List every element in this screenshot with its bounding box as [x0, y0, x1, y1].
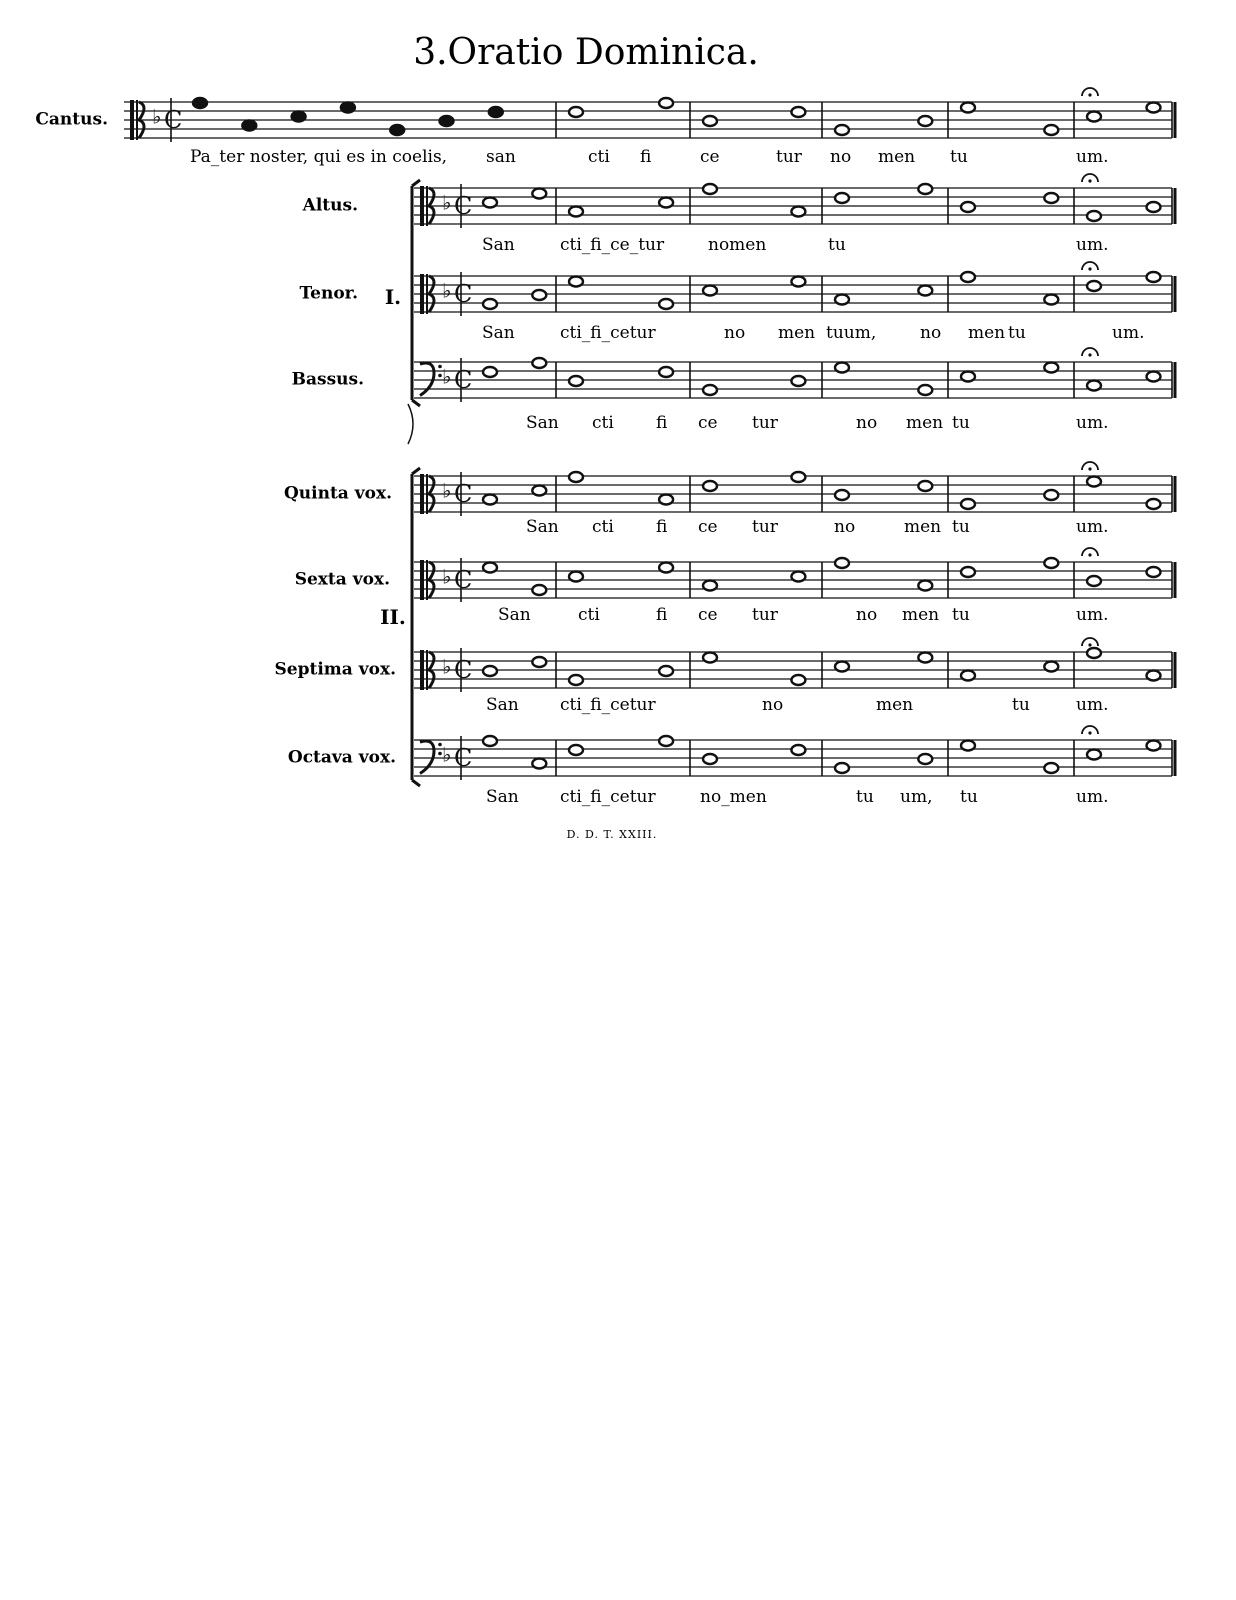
lyric-syllable: fi: [656, 605, 668, 625]
lyric-syllable: fi: [656, 413, 668, 433]
note-head: [703, 653, 717, 663]
note-head: [659, 666, 673, 676]
lyric-syllable: men: [778, 323, 816, 343]
lyric-syllable: ce: [698, 413, 718, 433]
lyric-syllable: Pa_ter noster, qui es in coelis,: [190, 147, 448, 167]
note-head: [1087, 381, 1101, 391]
note-head: [483, 563, 497, 573]
choir-2-bracket: [412, 468, 420, 786]
note-head: [532, 358, 546, 368]
fermata-dot: [1088, 353, 1091, 356]
note-head: [791, 745, 805, 755]
c-clef-icon: [420, 560, 424, 600]
note-head: [569, 572, 583, 582]
note-head: [659, 98, 673, 108]
note-head: [569, 207, 583, 217]
note-head: [918, 385, 932, 395]
flat-key-signature-icon: ♭: [442, 278, 452, 303]
note-head: [918, 286, 932, 296]
note-head: [659, 367, 673, 377]
lyric-syllable: San: [486, 787, 519, 807]
note-head: [791, 572, 805, 582]
lyric-syllable: cti: [588, 147, 610, 167]
note-head: [835, 363, 849, 373]
note-head: [1147, 671, 1161, 681]
note-head: [1044, 295, 1058, 305]
note-head: [483, 495, 497, 505]
note-head: [390, 125, 404, 135]
flat-key-signature-icon: ♭: [152, 104, 162, 129]
c-clef-icon: [420, 186, 424, 226]
note-head: [791, 277, 805, 287]
voice-label: Septima vox.: [274, 659, 396, 680]
lyric-syllable: men: [906, 413, 944, 433]
lyric-syllable: tu: [828, 235, 846, 255]
note-head: [1147, 202, 1161, 212]
staff-6: [295, 548, 1175, 625]
note-head: [483, 367, 497, 377]
lyric-syllable: men: [876, 695, 914, 715]
note-head: [569, 675, 583, 685]
lyric-syllable: no: [856, 605, 878, 625]
note-head: [961, 202, 975, 212]
lyric-syllable: tur: [752, 605, 778, 625]
note-head: [1044, 490, 1058, 500]
note-head: [489, 107, 503, 117]
choir-1-bracket: [412, 180, 420, 406]
time-signature-icon: C: [454, 366, 473, 395]
note-head: [703, 481, 717, 491]
note-head: [918, 653, 932, 663]
note-head: [659, 495, 673, 505]
voice-label: Quinta vox.: [283, 483, 392, 504]
note-head: [341, 103, 355, 113]
note-head: [659, 736, 673, 746]
note-head: [961, 499, 975, 509]
lyric-syllable: no_men: [700, 787, 767, 807]
lyric-syllable: tu: [952, 605, 970, 625]
lyric-syllable: um.: [1076, 517, 1109, 537]
staff-3: [299, 262, 1175, 343]
time-signature-icon: C: [454, 566, 473, 595]
brace-connector: [408, 404, 413, 444]
note-head: [532, 290, 546, 300]
note-head: [918, 754, 932, 764]
note-head: [918, 184, 932, 194]
staff-8: [288, 726, 1175, 807]
voice-label: Altus.: [302, 195, 358, 216]
lyric-syllable: cti: [592, 517, 614, 537]
flat-key-signature-icon: ♭: [442, 478, 452, 503]
note-head: [961, 103, 975, 113]
note-head: [483, 666, 497, 676]
lyric-syllable: no: [856, 413, 878, 433]
lyric-syllable: san: [486, 147, 516, 167]
lyric-syllable: tu: [960, 787, 978, 807]
lyric-syllable: San: [526, 413, 559, 433]
note-head: [659, 299, 673, 309]
note-head: [532, 486, 546, 496]
lyric-syllable: cti: [592, 413, 614, 433]
note-head: [835, 763, 849, 773]
note-head: [835, 558, 849, 568]
note-head: [440, 116, 454, 126]
note-head: [1044, 363, 1058, 373]
lyric-syllable: um.: [1076, 147, 1109, 167]
staff-4: [292, 348, 1175, 433]
note-head: [1147, 372, 1161, 382]
note-head: [961, 372, 975, 382]
fermata-dot: [1088, 553, 1091, 556]
note-head: [1044, 125, 1058, 135]
lyric-syllable: San: [482, 235, 515, 255]
lyric-syllable: men: [968, 323, 1006, 343]
note-head: [532, 657, 546, 667]
note-head: [532, 759, 546, 769]
lyric-syllable: tuum,: [826, 323, 877, 343]
staff-system: [35, 88, 1175, 807]
lyric-syllable: cti: [578, 605, 600, 625]
note-head: [961, 272, 975, 282]
c-clef-icon: [420, 274, 424, 314]
lyric-syllable: ce: [698, 605, 718, 625]
note-head: [483, 736, 497, 746]
lyric-syllable: tu: [1008, 323, 1026, 343]
note-head: [835, 295, 849, 305]
c-clef-icon: [130, 100, 134, 140]
note-head: [703, 581, 717, 591]
note-head: [703, 754, 717, 764]
note-head: [791, 675, 805, 685]
note-head: [703, 184, 717, 194]
staff-1: [35, 88, 1175, 167]
lyric-syllable: San: [482, 323, 515, 343]
lyric-syllable: ce: [700, 147, 720, 167]
c-clef-icon: [420, 650, 424, 690]
time-signature-icon: C: [454, 480, 473, 509]
note-head: [703, 286, 717, 296]
note-head: [1087, 211, 1101, 221]
voice-label: Tenor.: [299, 283, 358, 304]
note-head: [835, 125, 849, 135]
note-head: [961, 567, 975, 577]
note-head: [835, 490, 849, 500]
note-head: [961, 741, 975, 751]
lyric-syllable: no: [920, 323, 942, 343]
lyric-syllable: no: [762, 695, 784, 715]
lyric-syllable: tu: [952, 517, 970, 537]
lyric-syllable: no: [830, 147, 852, 167]
note-head: [835, 193, 849, 203]
note-head: [532, 585, 546, 595]
note-head: [292, 112, 306, 122]
note-head: [791, 376, 805, 386]
lyric-syllable: tur: [752, 413, 778, 433]
lyric-syllable: um.: [1076, 695, 1109, 715]
lyric-syllable: ce: [698, 517, 718, 537]
fermata-dot: [1088, 731, 1091, 734]
flat-key-signature-icon: ♭: [442, 654, 452, 679]
f-clef-icon: [420, 363, 434, 395]
lyric-syllable: San: [486, 695, 519, 715]
lyric-syllable: no: [724, 323, 746, 343]
lyric-syllable: cti_fi_ce_tur: [560, 235, 665, 255]
lyric-syllable: tu: [950, 147, 968, 167]
flat-key-signature-icon: ♭: [442, 564, 452, 589]
time-signature-icon: C: [454, 656, 473, 685]
fermata-dot: [1088, 643, 1091, 646]
staff-2: [302, 174, 1175, 255]
page-footer: D. D. T. XXIII.: [566, 828, 658, 841]
note-head: [242, 121, 256, 131]
f-clef-icon: [420, 741, 434, 773]
note-head: [569, 376, 583, 386]
note-head: [659, 198, 673, 208]
choir-label-1: I.: [384, 285, 402, 309]
lyric-syllable: tur: [776, 147, 802, 167]
note-head: [791, 472, 805, 482]
note-head: [703, 385, 717, 395]
note-head: [791, 107, 805, 117]
note-head: [918, 581, 932, 591]
flat-key-signature-icon: ♭: [442, 364, 452, 389]
note-head: [1044, 763, 1058, 773]
flat-key-signature-icon: ♭: [442, 190, 452, 215]
lyric-syllable: um.: [1076, 787, 1109, 807]
note-head: [835, 662, 849, 672]
note-head: [569, 472, 583, 482]
note-head: [1087, 576, 1101, 586]
note-head: [569, 107, 583, 117]
note-head: [918, 116, 932, 126]
note-head: [918, 481, 932, 491]
page-title: 3.Oratio Dominica.: [413, 32, 759, 73]
lyric-syllable: tu: [856, 787, 874, 807]
note-head: [791, 207, 805, 217]
note-head: [1087, 477, 1101, 487]
voice-label: Bassus.: [291, 369, 364, 390]
voice-label: Sexta vox.: [294, 569, 390, 590]
note-head: [1147, 103, 1161, 113]
lyric-syllable: um,: [900, 787, 933, 807]
fermata-dot: [1088, 179, 1091, 182]
note-head: [1044, 662, 1058, 672]
note-head: [1087, 750, 1101, 760]
lyric-syllable: San: [498, 605, 531, 625]
note-head: [1087, 281, 1101, 291]
lyric-syllable: tu: [952, 413, 970, 433]
note-head: [659, 563, 673, 573]
time-signature-icon: C: [164, 106, 183, 135]
note-head: [483, 299, 497, 309]
lyric-syllable: nomen: [708, 235, 767, 255]
note-head: [1147, 499, 1161, 509]
note-head: [1147, 741, 1161, 751]
lyric-syllable: cti_fi_cetur: [560, 695, 656, 715]
fermata-dot: [1088, 93, 1091, 96]
flat-key-signature-icon: ♭: [442, 742, 452, 767]
lyric-syllable: cti_fi_cetur: [560, 323, 656, 343]
note-head: [1044, 193, 1058, 203]
time-signature-icon: C: [454, 744, 473, 773]
note-head: [703, 116, 717, 126]
note-head: [961, 671, 975, 681]
lyric-syllable: um.: [1076, 605, 1109, 625]
time-signature-icon: C: [454, 280, 473, 309]
note-head: [1087, 648, 1101, 658]
fermata-dot: [1088, 267, 1091, 270]
lyric-syllable: tur: [752, 517, 778, 537]
voice-label: Cantus.: [35, 109, 108, 130]
lyric-syllable: fi: [640, 147, 652, 167]
lyric-syllable: um.: [1076, 235, 1109, 255]
time-signature-icon: C: [454, 192, 473, 221]
note-head: [1087, 112, 1101, 122]
note-head: [569, 745, 583, 755]
note-head: [193, 98, 207, 108]
c-clef-icon: [420, 474, 424, 514]
lyric-syllable: fi: [656, 517, 668, 537]
note-head: [1044, 558, 1058, 568]
note-head: [569, 277, 583, 287]
fermata-dot: [1088, 467, 1091, 470]
choir-label-2: II.: [380, 605, 406, 629]
staff-5: [284, 462, 1175, 537]
lyric-syllable: cti_fi_cetur: [560, 787, 656, 807]
note-head: [1147, 567, 1161, 577]
lyric-syllable: tu: [1012, 695, 1030, 715]
voice-label: Octava vox.: [287, 747, 396, 768]
lyric-syllable: men: [904, 517, 942, 537]
staff-7: [275, 638, 1175, 715]
note-head: [483, 198, 497, 208]
lyric-syllable: men: [878, 147, 916, 167]
lyric-syllable: men: [902, 605, 940, 625]
lyric-syllable: no: [834, 517, 856, 537]
note-head: [1147, 272, 1161, 282]
lyric-syllable: um.: [1076, 413, 1109, 433]
lyric-syllable: um.: [1112, 323, 1145, 343]
note-head: [532, 189, 546, 199]
lyric-syllable: San: [526, 517, 559, 537]
